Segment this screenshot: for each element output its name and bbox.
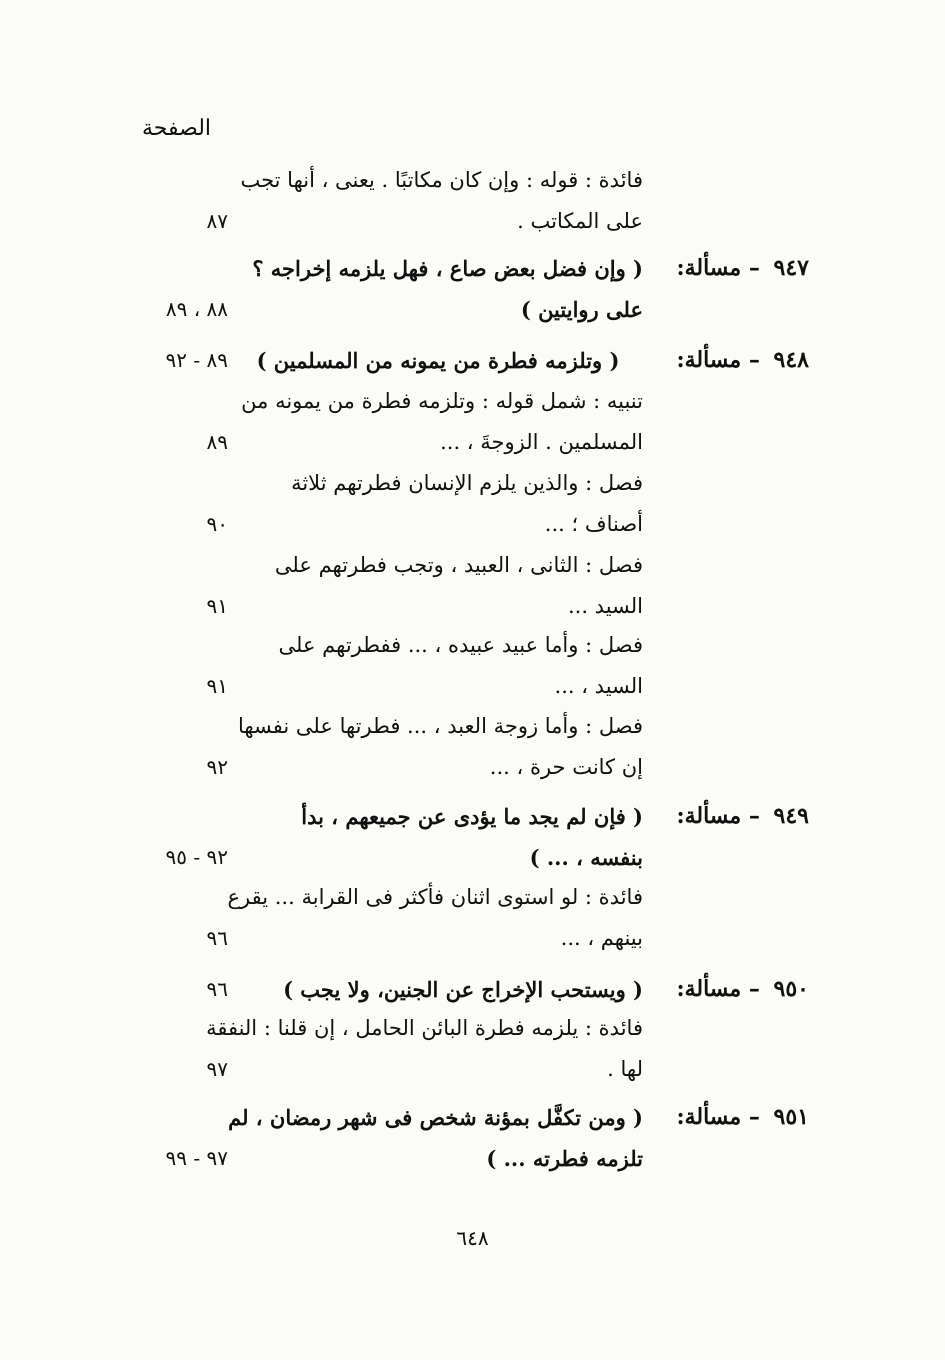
entry-line: ( وإن فضل بعض صاع ، فهل يلزمه إخراجه ؟ bbox=[252, 256, 643, 281]
masala-word: مسألة: bbox=[676, 1104, 742, 1130]
entry-line: فائدة : يلزمه فطرة البائن الحامل ، إن قلنا : النفقة bbox=[206, 1016, 643, 1040]
page-column-header: الصفحة bbox=[142, 116, 212, 141]
masala-number: ٩٥١ bbox=[773, 1104, 809, 1130]
entry-line: فصل : والذين يلزم الإنسان فطرتهم ثلاثة bbox=[291, 471, 643, 495]
masala-label: ٩٤٧ – مسألة: bbox=[676, 255, 809, 281]
entry-line: ( وتلزمه فطرة من يمونه من المسلمين ) bbox=[256, 348, 620, 373]
masala-number: ٩٤٩ bbox=[773, 803, 809, 829]
entry-line: المسلمين . الزوجةَ ، ... bbox=[440, 430, 643, 454]
page-reference: ٩٦ bbox=[206, 926, 228, 950]
masala-label: ٩٥٠ – مسألة: bbox=[676, 976, 809, 1002]
page-number: ٦٤٨ bbox=[456, 1226, 489, 1250]
entry-line: ( ويستحب الإخراج عن الجنين، ولا يجب ) bbox=[283, 977, 643, 1002]
masala-number: ٩٥٠ bbox=[773, 976, 809, 1002]
page-reference: ٩٢ bbox=[206, 755, 228, 779]
entry-line: بينهم ، ... bbox=[560, 926, 643, 950]
masala-number: ٩٤٨ bbox=[773, 347, 809, 373]
masala-word: مسألة: bbox=[676, 347, 742, 373]
entry-line: لها . bbox=[607, 1057, 643, 1081]
entry-line: أصناف ؛ ... bbox=[544, 512, 643, 536]
entry-line: فائدة : قوله : وإن كان مكاتبًا . يعنى ، أنها تجب bbox=[240, 168, 643, 192]
masala-word: مسألة: bbox=[676, 803, 742, 829]
entry-line: ( فإن لم يجد ما يؤدى عن جميعهم ، بدأ bbox=[301, 804, 643, 829]
entry-line: فصل : الثانى ، العبيد ، وتجب فطرتهم على bbox=[274, 553, 643, 577]
page-reference: ٨٨ ، ٨٩ bbox=[165, 297, 228, 321]
page-reference: ٩١ bbox=[206, 594, 228, 618]
page-reference: ٨٩ bbox=[206, 430, 228, 454]
masala-number: ٩٤٧ bbox=[773, 255, 809, 281]
entry-line: فائدة : لو استوى اثنان فأكثر فى القرابة ... يقرع bbox=[227, 885, 643, 909]
page-reference: ٩٠ bbox=[206, 512, 228, 536]
entry-line: على روايتين ) bbox=[520, 297, 643, 322]
entry-line: إن كانت حرة ، ... bbox=[489, 755, 643, 779]
entry-line: فصل : وأما زوجة العبد ، ... فطرتها على نفسها bbox=[237, 714, 643, 738]
page-reference: ٩٧ - ٩٩ bbox=[165, 1146, 228, 1170]
entry-line: السيد ... bbox=[567, 594, 643, 618]
masala-word: مسألة: bbox=[676, 255, 742, 281]
page-reference: ٨٩ - ٩٢ bbox=[165, 348, 228, 372]
entry-line: فصل : وأما عبيد عبيده ، ... ففطرتهم على bbox=[278, 633, 643, 657]
masala-label: ٩٥١ – مسألة: bbox=[676, 1104, 809, 1130]
entry-line: السيد ، ... bbox=[554, 674, 643, 698]
masala-label: ٩٤٨ – مسألة: bbox=[676, 347, 809, 373]
entry-line: تنبيه : شمل قوله : وتلزمه فطرة من يمونه من bbox=[241, 389, 643, 413]
page-reference: ٨٧ bbox=[206, 209, 228, 233]
entry-line: ( ومن تكفَّل بمؤنة شخص فى شهر رمضان ، لم bbox=[228, 1105, 643, 1130]
masala-word: مسألة: bbox=[676, 976, 742, 1002]
page-reference: ٩٢ - ٩٥ bbox=[165, 845, 228, 869]
page-reference: ٩٧ bbox=[206, 1057, 228, 1081]
entry-line: بنفسه ، ... ) bbox=[529, 845, 643, 870]
masala-label: ٩٤٩ – مسألة: bbox=[676, 803, 809, 829]
entry-line: تلزمه فطرته ... ) bbox=[486, 1146, 643, 1171]
page-reference: ٩١ bbox=[206, 674, 228, 698]
entry-line: على المكاتب . bbox=[517, 209, 643, 233]
page-reference: ٩٦ bbox=[206, 977, 228, 1001]
